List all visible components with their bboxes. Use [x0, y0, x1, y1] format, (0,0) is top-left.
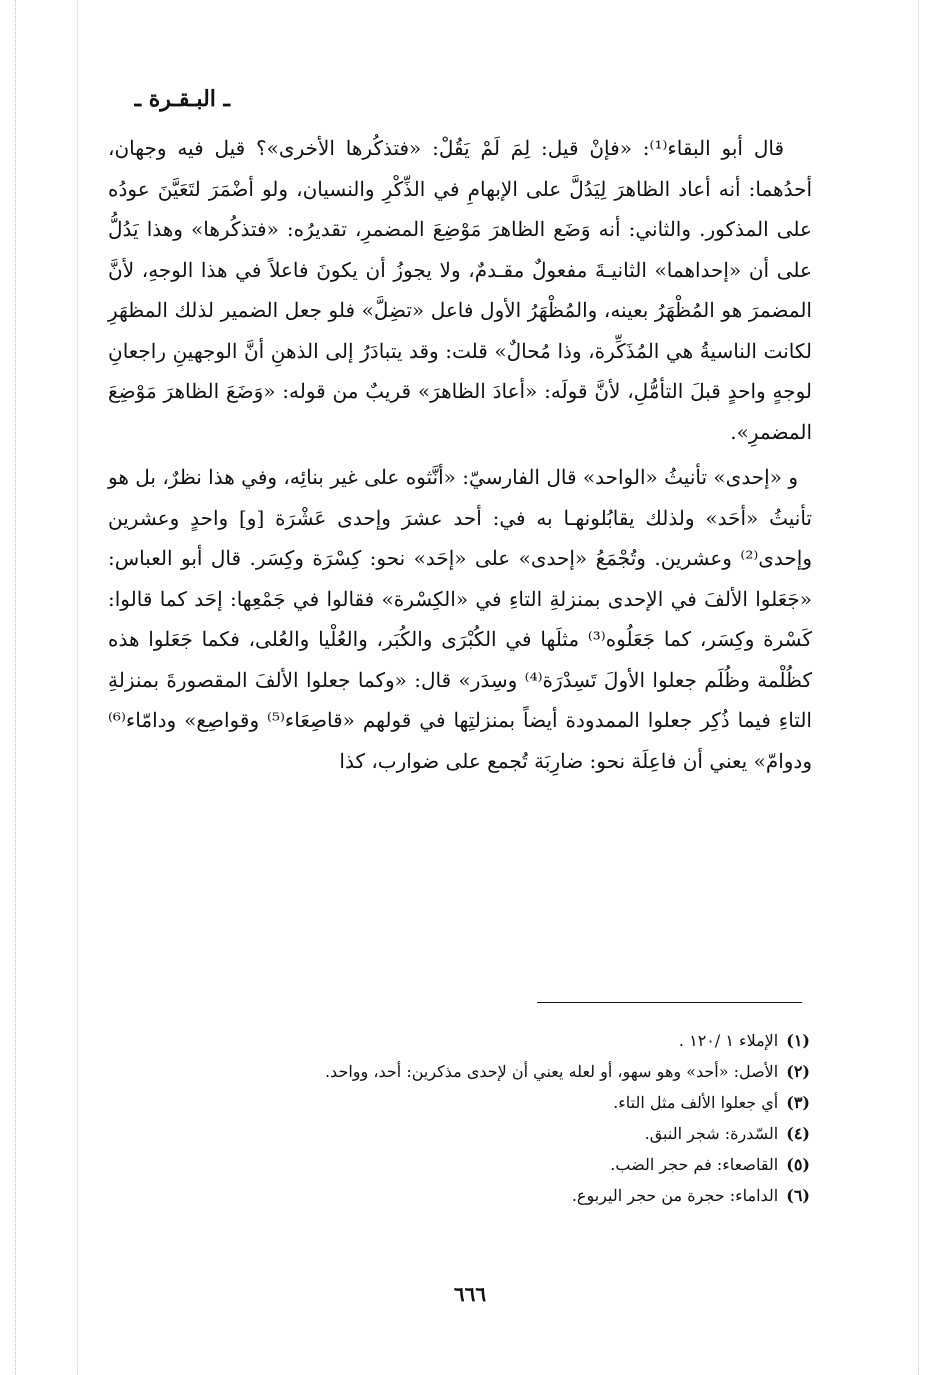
footnote-number: (٤) [786, 1124, 810, 1143]
page-edge-left [15, 0, 16, 1375]
footnote-text: الإملاء ١ /١٢٠ . [678, 1031, 779, 1050]
footnote-item [180, 1056, 810, 1087]
paragraph-2: و «إحدى» تأنيثُ «الواحد» قال الفارسيّ: «أنَّثوه على غير بنائِه، وفي هذا نظرٌ، بل هو تأنيثُ «أحَد» ولذلك يقابُلونهـا به في: أحد عشرَ وإحدى عَشْرَة [و] واحدٍ وعشرين وإحدى⁽²⁾ وعشرين. وتُجْمَعُ «إحدى» على «إحَد» نحو: كِسْرَة وكِسَر. قال أبو العباس: «جَعَلوا الألفَ في الإحدى بمنزلةِ التاءِ في «الكِسْرة» فقالوا في جَمْعِها: إحَد كما قالوا: كَسْرة وكِسَر، كما جَعَلُوه⁽³⁾ مثلَها في الكُبْرَى والكُبَر، والعُلْيا والعُلى، فكما جَعَلوا هذه كظُلْمة وظُلَم جعلوا الأولَ تَسِدْرَة⁽⁴⁾ وسِدَر» قال: «وكما جعلوا الألفَ المقصورةَ بمنزلةِ التاءِ فيما ذُكِر جعلوا الممدودة أيضاً بمنزلتِها في قولهم «قاصِعَاء⁽⁵⁾ وقواصِع» ودامّاء⁽⁶⁾ ودوامّ» يعني أن فاعِلَة نحو: ضارِبَة تُجمع على ضوارب، كذا [108, 465, 813, 773]
footnote-number: (٦) [786, 1186, 810, 1205]
page-number: ٦٦٦ [453, 1282, 487, 1306]
footnote-text: الأصل: «أحد» وهو سهو، أو لعله يعني أن لإحدى مذكرين: أحد، وواحد. [324, 1062, 779, 1081]
page-edge-inner [77, 0, 78, 1375]
footnote-text: أي جعلوا الألف مثل التاء. [613, 1093, 779, 1112]
main-text [108, 128, 812, 781]
footnote-number: (٣) [786, 1093, 810, 1112]
footnote-text: السّدرة: شجر النبق. [644, 1124, 779, 1143]
footnote-number: (٥) [786, 1155, 810, 1174]
footnote-text: القاصعاء: فم حجر الضب. [610, 1155, 779, 1174]
footnote-number: (٢) [786, 1062, 810, 1081]
chapter-header: ـ البـقـرة ـ [134, 86, 230, 112]
footnote-item [180, 1118, 810, 1149]
footnote-divider [537, 1002, 802, 1003]
footnote-item [180, 1180, 810, 1211]
footnote-item [180, 1087, 810, 1118]
footnote-item [180, 1025, 810, 1056]
footnotes [180, 1025, 810, 1211]
footnote-item [180, 1149, 810, 1180]
page-edge-right [918, 0, 919, 1375]
paragraph-1: قال أبو البقاء⁽¹⁾: «فإنْ قيل: لِمَ لَمْ يَقُلْ: «فتذكُرها الأخرى»؟ قيل فيه وجهان، أحدُهما: أنه أعاد الظاهرَ لِيَدُلَّ على الإبهامِ في الذِّكْرِ والنسيان، ولو أضْمَرَ لتَعَيَّنَ عودُه على المذكور. والثاني: أنه وَضَع الظاهرَ مَوْضِعَ المضمرِ، تقديرُه: «فتذكُرها» وهذا يَدُلُّ على أن «إحداهما» الثانيـةَ مفعولٌ مقـدمٌ، ولا يجوزُ أن يكونَ فاعلاً في هذا الوجهِ، لأنَّ المضمرَ هو المُظْهَرُ بعينه، والمُظْهَرُ الأول فاعل «تضِلَّ» فلو جعل الضمير لذلك المظهَرِ لكانت الناسيةُ هي المُذَكِّرة، وذا مُحالٌ» قلت: وقد يتبادَرُ إلى الذهنِ أنَّ الوجهينِ راجعانِ لوجهٍ واحدٍ قبلَ التأمُّلِ، لأنَّ قولَه: «أعادَ الظاهرَ» قريبٌ من قوله: «وَضَعَ الظاهرَ مَوْضِعَ المضمرِ». [108, 136, 812, 444]
footnote-text: الداماء: حجرة من حجر اليربوع. [571, 1186, 779, 1205]
footnote-number: (١) [786, 1031, 810, 1050]
